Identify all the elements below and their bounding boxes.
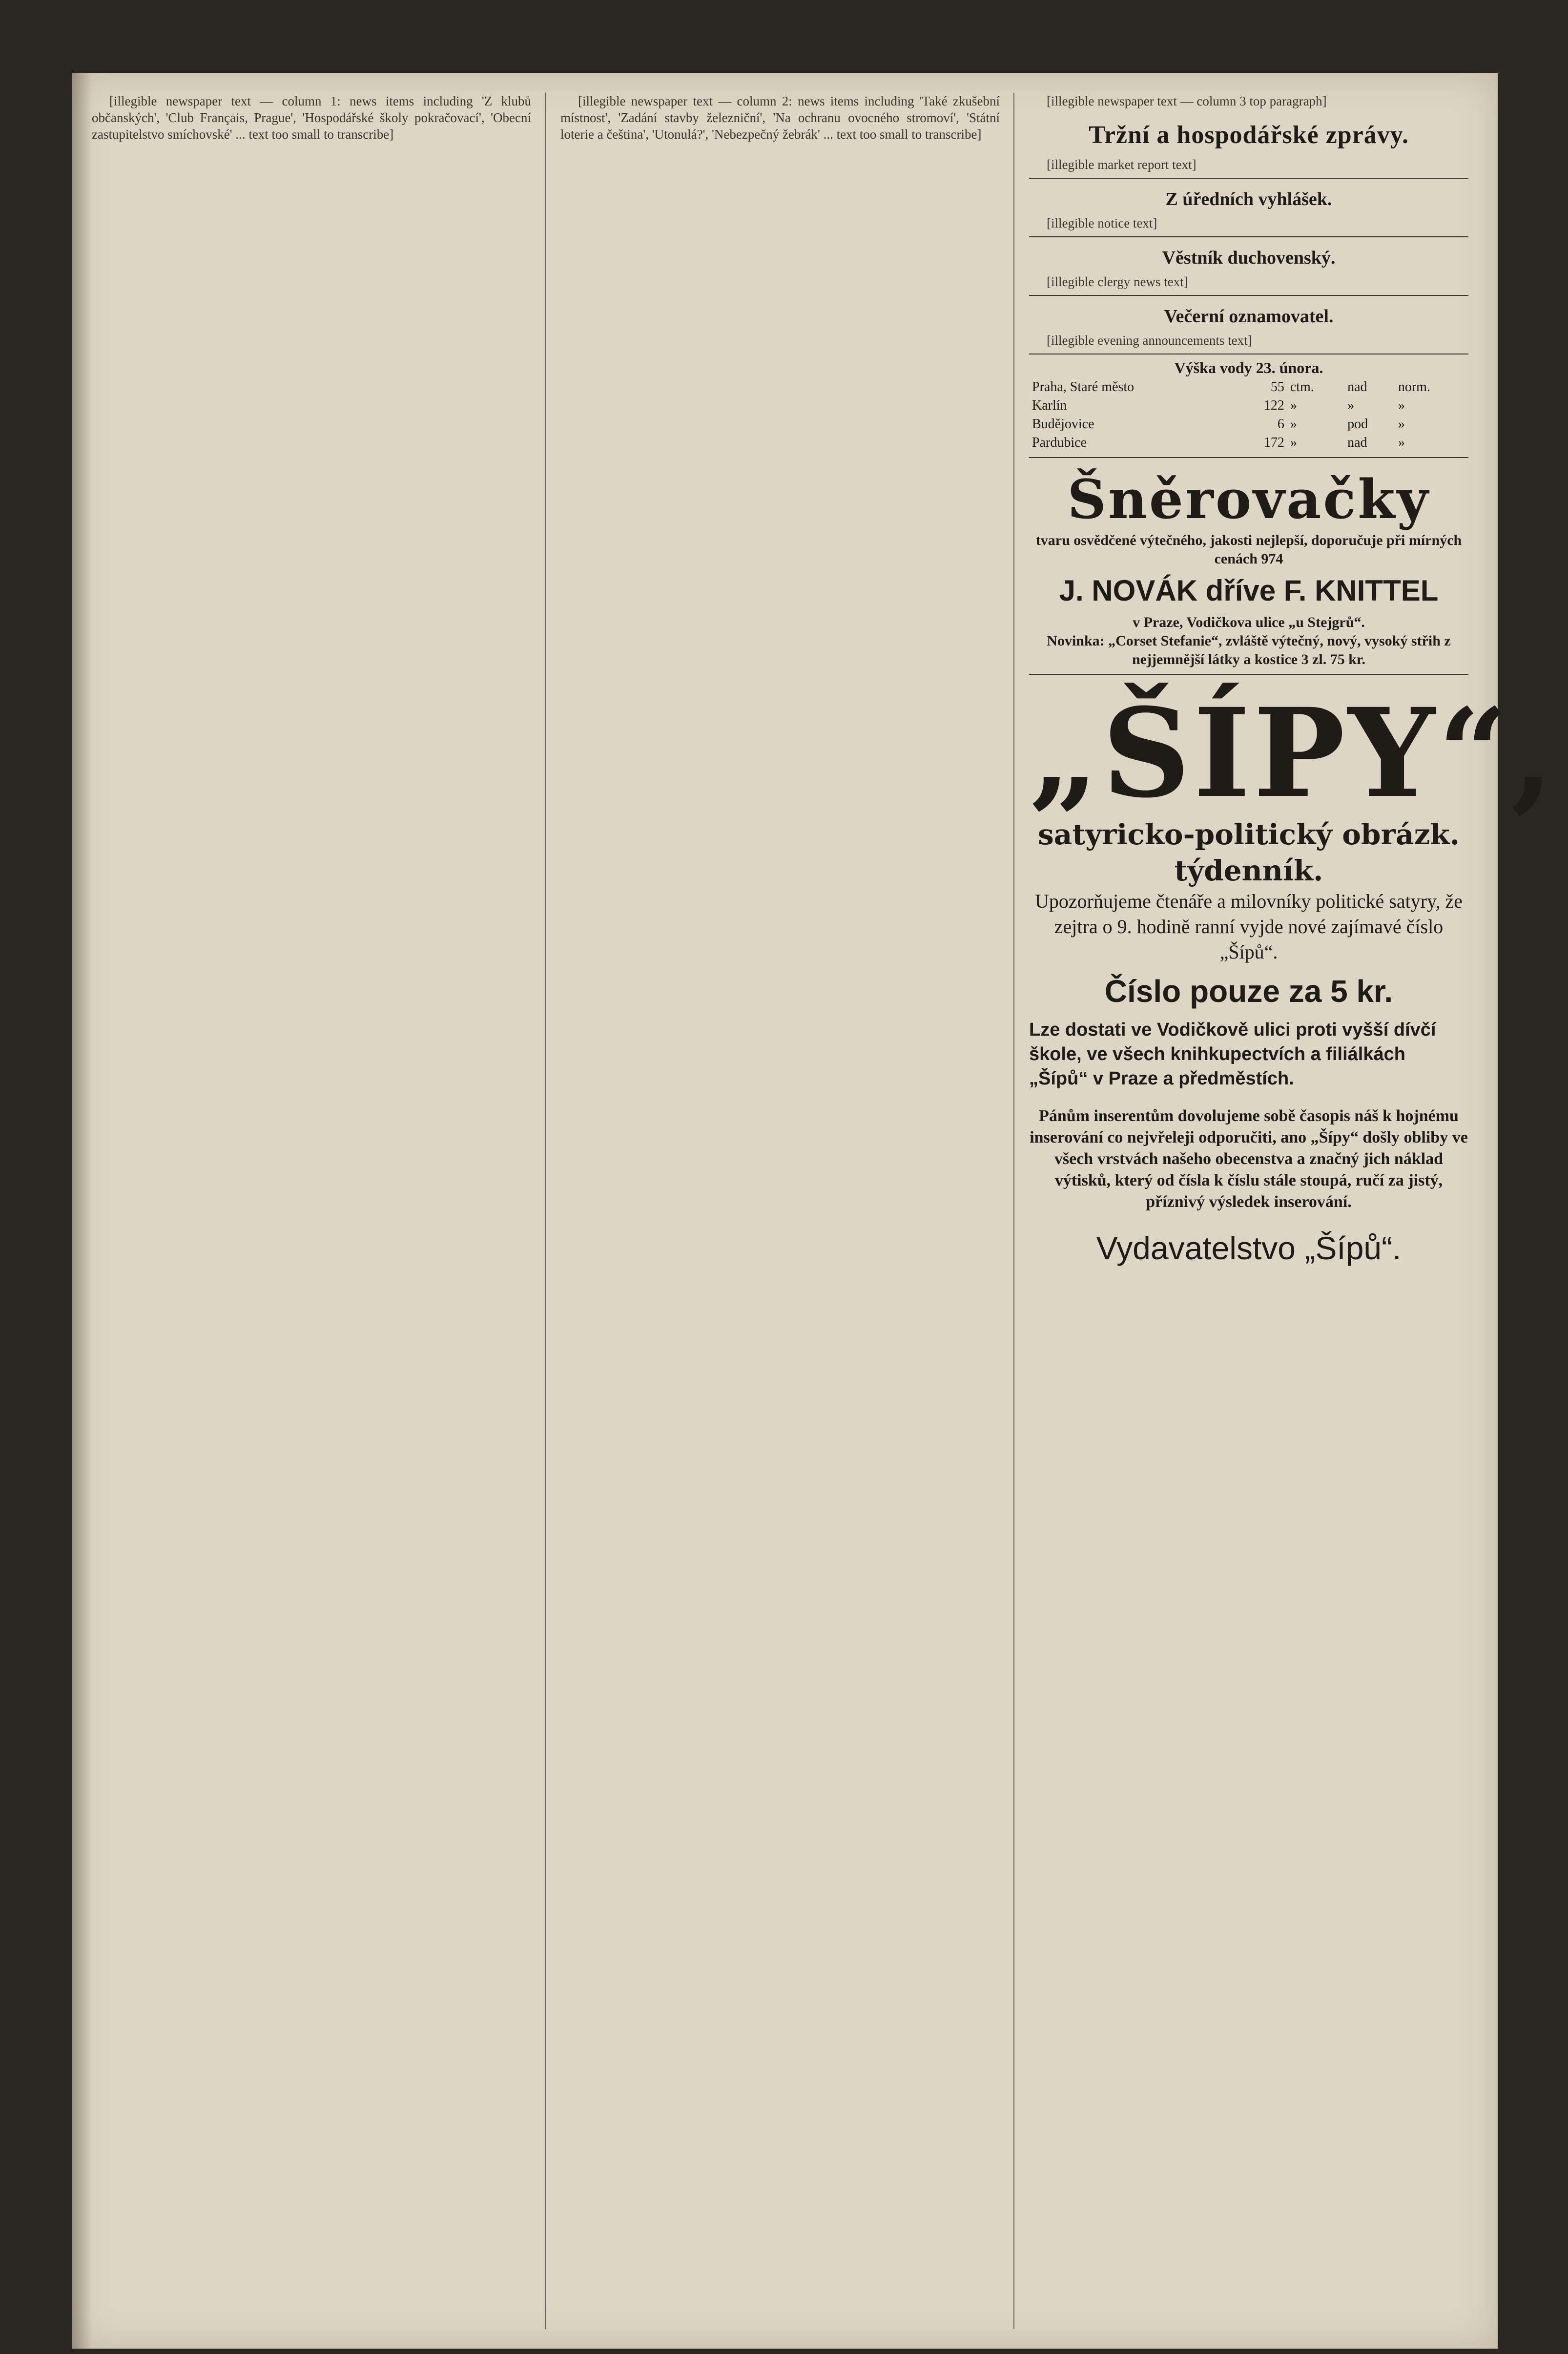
- divider: [1029, 674, 1468, 675]
- water-reference: »: [1398, 398, 1405, 413]
- water-place: Pardubice: [1032, 435, 1087, 450]
- sipy-advertiser-note: Pánům inserentům dovolujeme sobě časopis náš k hojnému inserování co nejvřeleji odporučiti, ano „Šípy“ došly obliby ve všech vrstvách našeho obecenstva a značný jich náklad výtisků, který od čísla k číslu stále stoupá, ručí za jistý, příznivý výsledek inserování.: [1030, 1107, 1468, 1211]
- column-2-text: [illegible newspaper text — column 2: news items including 'Také zkušební místnost', 'Zadání stavby železniční', 'Na ochranu ovocného stromoví', 'Státní loterie a čeština', 'Utonulá?', 'Nebezpečný žebrák' ... text too small to transcribe]: [560, 94, 1000, 142]
- sipy-announcement: Upozorňujeme čtenáře a milovníky politické satyry, že zejtra o 9. hodině ranní vyjde nové zajímavé číslo „Šípů“.: [1035, 890, 1463, 963]
- water-level-heading: Výška vody 23. února.: [1174, 359, 1323, 376]
- page-edge-shadow: [72, 73, 92, 2349]
- ad-novelty: Novinka: „Corset Stefanie“, zvláště výtečný, nový, vysoký střih z nejjemnější látky a kostice 3 zl. 75 kr.: [1047, 633, 1451, 667]
- table-row: [1029, 378, 1468, 396]
- sipy-signature: Vydavatelstvo „Šípů“.: [1096, 1230, 1402, 1266]
- water-place: Praha, Staré město: [1032, 379, 1135, 395]
- column-3-intro: [illegible newspaper text — column 3 top paragraph]: [1047, 94, 1327, 108]
- column-3: [1029, 93, 1557, 2329]
- water-reference: norm.: [1398, 379, 1430, 395]
- sipy-title: „ŠÍPY“,: [1029, 681, 1557, 825]
- evening-announcements-body: [illegible evening announcements text]: [1047, 333, 1252, 348]
- water-value: 172: [1263, 435, 1284, 450]
- column-1-text: [illegible newspaper text — column 1: news items including 'Z klubů občanských', 'Club Français, Prague', 'Hospodářské školy pokračovací', 'Obecní zastupitelstvo smíchovské' ... text too small to transcribe]: [92, 94, 531, 142]
- sipy-subtitle: satyricko-politický obrázk. týdenník.: [1038, 818, 1460, 887]
- water-level-table: [1029, 378, 1468, 452]
- water-place: Budějovice: [1032, 417, 1094, 432]
- sipy-price: Číslo pouze za 5 kr.: [1104, 974, 1393, 1009]
- column-1: [92, 93, 531, 2329]
- newspaper-page: [72, 73, 1557, 2349]
- column-rule-1: [545, 93, 546, 2329]
- official-notices-body: [illegible notice text]: [1047, 216, 1157, 230]
- divider: [1029, 236, 1468, 237]
- divider: [1029, 295, 1468, 296]
- sipy-advertisement: [1029, 681, 1557, 1269]
- water-unit: »: [1290, 417, 1297, 432]
- water-direction: nad: [1347, 379, 1367, 395]
- water-reference: »: [1398, 435, 1405, 450]
- water-direction: pod: [1347, 417, 1368, 432]
- water-direction: »: [1347, 398, 1355, 413]
- divider: [1029, 178, 1468, 179]
- ad-firm-name: J. NOVÁK dříve F. KNITTEL: [1059, 574, 1439, 607]
- ad-tagline: [1029, 531, 1468, 568]
- water-place: Karlín: [1032, 398, 1067, 413]
- water-reference: »: [1398, 417, 1405, 432]
- ad-brand-title: Šněrovačky: [1067, 468, 1430, 531]
- market-news-heading: Tržní a hospodářské zprávy.: [1089, 121, 1409, 149]
- water-unit: »: [1290, 435, 1297, 450]
- column-2: [560, 93, 1000, 2329]
- corset-advertisement: [1029, 468, 1468, 669]
- official-notices-heading: Z úředních vyhlášek.: [1165, 189, 1332, 209]
- sipy-availability: Lze dostati ve Vodičkově ulici proti vyšší dívčí škole, ve všech knihkupectvích a filiálkách „Šípů“ v Praze a předměstích.: [1029, 1020, 1436, 1089]
- table-row: [1029, 396, 1468, 415]
- water-unit: »: [1290, 398, 1297, 413]
- ad-tagline-text: tvaru osvědčené výtečného, jakosti nejlepší, doporučuje při mírných cenách: [1035, 532, 1462, 567]
- clergy-news-body: [illegible clergy news text]: [1047, 274, 1188, 289]
- water-value: 55: [1270, 379, 1284, 395]
- water-value: 122: [1263, 398, 1284, 413]
- water-value: 6: [1277, 417, 1284, 432]
- column-rule-2: [1013, 93, 1014, 2329]
- ad-number: 974: [1261, 551, 1283, 567]
- ad-address: v Praze, Vodičkova ulice „u Stejgrů“.: [1133, 614, 1365, 630]
- evening-announcements-heading: Večerní oznamovatel.: [1164, 306, 1334, 327]
- water-direction: nad: [1347, 435, 1367, 450]
- water-unit: ctm.: [1290, 379, 1314, 395]
- divider: [1029, 457, 1468, 458]
- market-news-body: [illegible market report text]: [1047, 157, 1197, 172]
- table-row: [1029, 415, 1468, 434]
- table-row: [1029, 434, 1468, 452]
- clergy-news-heading: Věstník duchovenský.: [1162, 248, 1336, 268]
